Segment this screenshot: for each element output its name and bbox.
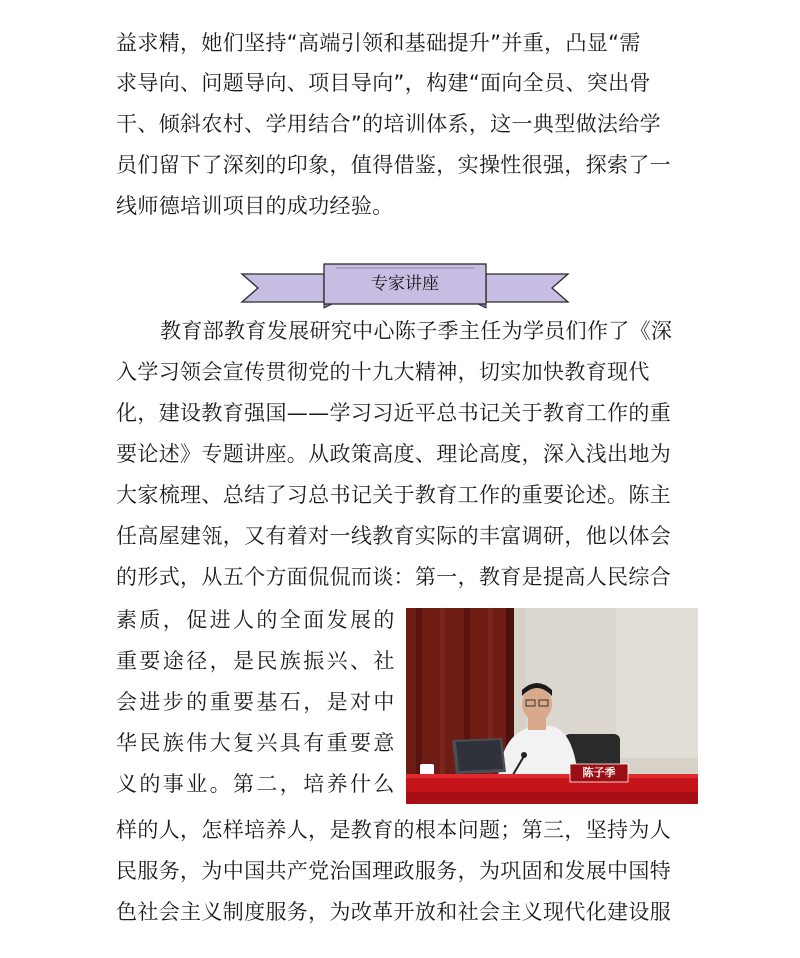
text-line: 民服务，为中国共产党治国理政服务，为巩固和发展中国特	[116, 859, 672, 883]
text-line: 的形式，从五个方面侃侃而谈：第一，教育是提高人民综合	[116, 565, 672, 589]
text-line: 大家梳理、总结了习总书记关于教育工作的重要论述。陈主	[116, 483, 672, 507]
text-line: 求导向、问题导向、项目导向”，构建“面向全员、突出骨	[116, 71, 651, 95]
nameplate-label: 陈子季	[582, 766, 616, 779]
text-line: 入学习领会宣传贯彻党的十九大精神，切实加快教育现代	[116, 360, 650, 384]
text-line: 员们留下了深刻的印象，值得借鉴，实操性很强，探索了一	[116, 153, 672, 177]
section-banner	[240, 262, 570, 310]
banner-title: 专家讲座	[371, 274, 439, 294]
text-line: 义的事业。第二，培养什么	[116, 772, 397, 796]
text-line: 益求精，她们坚持“高端引领和基础提升”并重，凸显“需	[116, 31, 641, 55]
text-line: 华民族伟大复兴具有重要意	[116, 731, 397, 755]
text-line: 要论述》专题讲座。从政策高度、理论高度，深入浅出地为	[116, 442, 672, 466]
text-line: 化，建设教育强国——学习习近平总书记关于教育工作的重	[116, 401, 672, 425]
text-line: 重要途径，是民族振兴、社	[116, 649, 397, 673]
text-line: 素质，促进人的全面发展的	[116, 608, 397, 632]
lecture-photo	[406, 608, 698, 804]
text-line: 样的人，怎样培养人，是教育的根本问题；第三，坚持为人	[116, 818, 672, 842]
text-line: 干、倾斜农村、学用结合”的培训体系，这一典型做法给学	[116, 112, 661, 136]
text-line: 会进步的重要基石，是对中	[116, 690, 397, 714]
text-line: 教育部教育发展研究中心陈子季主任为学员们作了《深	[160, 319, 673, 343]
text-line: 线师德培训项目的成功经验。	[116, 194, 394, 218]
text-line: 任高屋建瓴，又有着对一线教育实际的丰富调研，他以体会	[116, 524, 672, 548]
text-line: 色社会主义制度服务，为改革开放和社会主义现代化建设服	[116, 900, 672, 924]
